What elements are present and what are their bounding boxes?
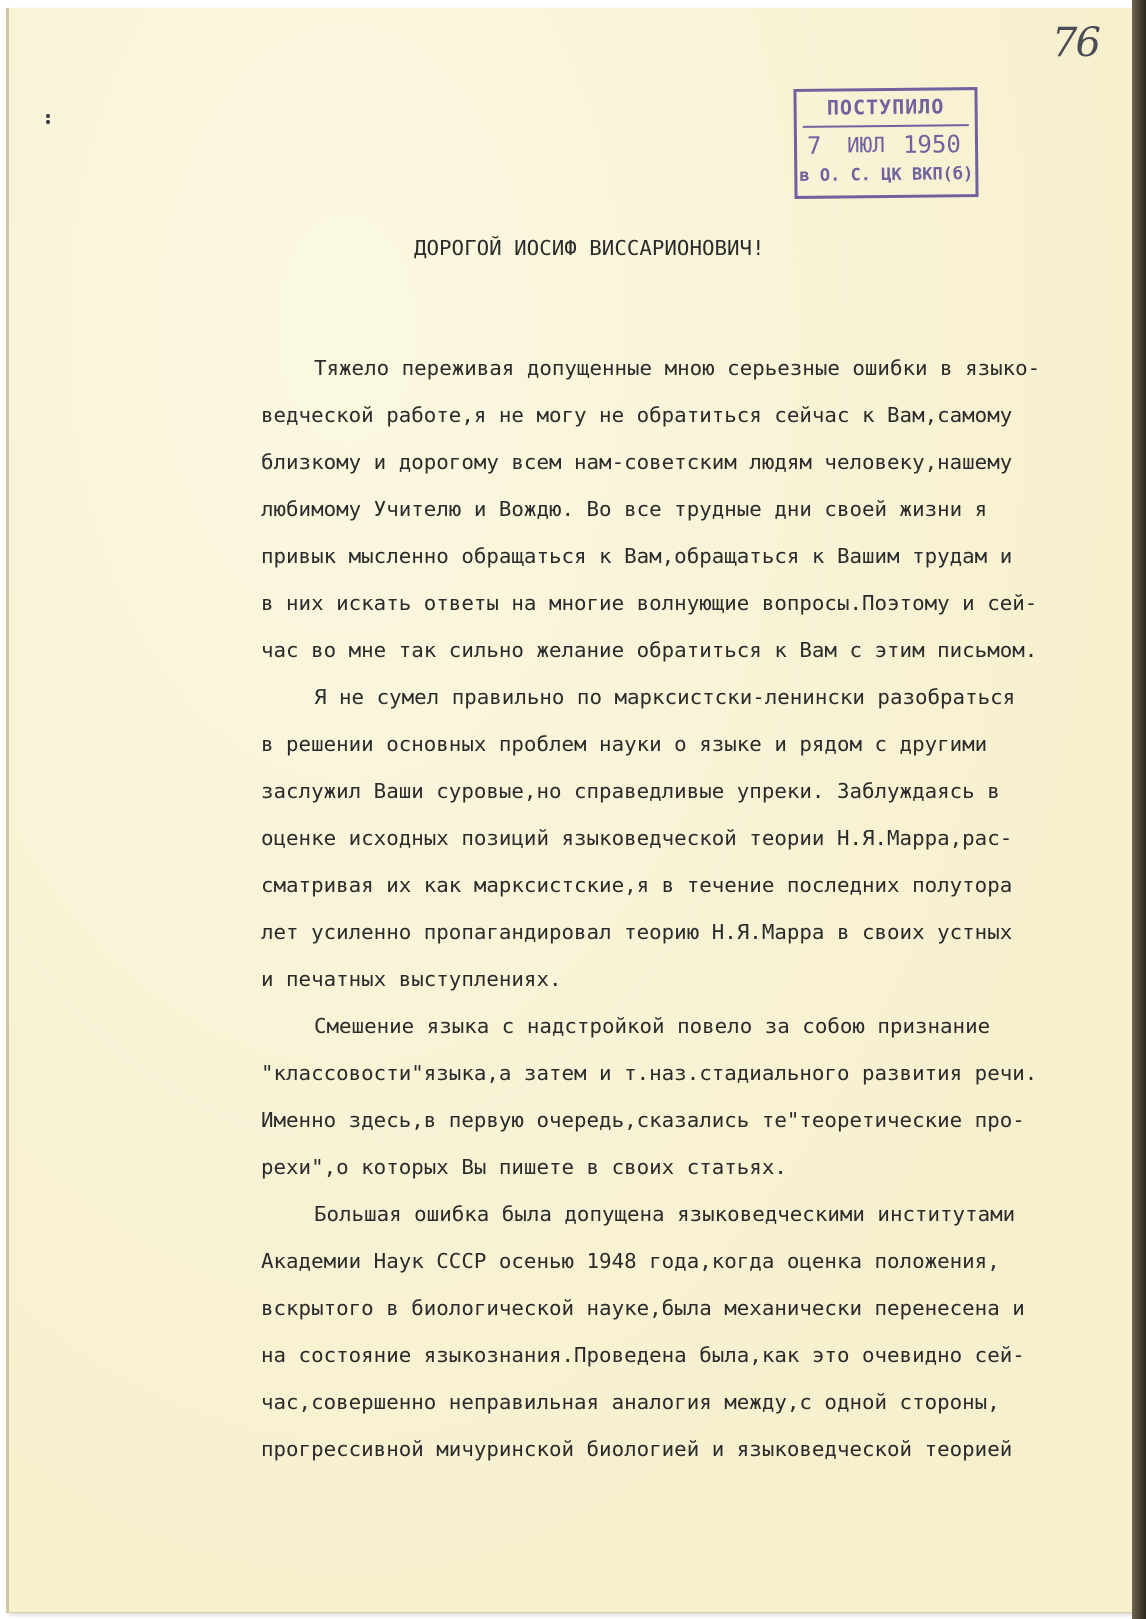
body-line: Академии Наук СССР осенью 1948 года,когда оценка положения, xyxy=(261,1249,1000,1273)
margin-mark xyxy=(46,114,50,118)
margin-mark xyxy=(46,120,50,124)
stamp-day: 7 xyxy=(806,131,822,160)
body-line: оценке исходных позиций языковедческой теории Н.Я.Марра,рас- xyxy=(261,826,1013,850)
stamp-title: ПОСТУПИЛО xyxy=(826,94,945,120)
body-line: лет усиленно пропагандировал теорию Н.Я.Марра в своих устных xyxy=(261,920,1013,944)
stamp-department: в О. С. ЦК ВКП(б) xyxy=(799,164,974,186)
body-line: любимому Учителю и Вождю. Во все трудные дни своей жизни я xyxy=(261,497,988,521)
body-line: в решении основных проблем науки о языке и рядом с другими xyxy=(261,732,988,756)
body-line: Я не сумел правильно по марксистски-ленински разобраться xyxy=(314,685,1016,709)
scan-edge xyxy=(1132,0,1146,1619)
body-line: вскрытого в биологической науке,была механически перенесена и xyxy=(261,1296,1025,1320)
received-stamp xyxy=(793,87,978,199)
stamp-year: 1950 xyxy=(902,130,961,159)
page-number: 76 xyxy=(1052,20,1099,66)
stamp-date xyxy=(806,130,967,160)
body-line: Смешение языка с надстройкой повело за собою признание xyxy=(314,1014,991,1038)
body-line: Большая ошибка была допущена языковедческими институтами xyxy=(314,1202,1016,1226)
body-line: ведческой работе,я не могу не обратиться сейчас к Вам,самому xyxy=(261,403,1013,427)
salutation: ДОРОГОЙ ИОСИФ ВИССАРИОНОВИЧ! xyxy=(414,236,765,260)
body-line: на состояние языкознания.Проведена была,как это очевидно сей- xyxy=(261,1343,1025,1367)
body-line: и печатных выступлениях. xyxy=(261,967,562,991)
body-line: заслужил Ваши суровые,но справедливые упреки. Заблуждаясь в xyxy=(261,779,1000,803)
body-line: Тяжело переживая допущенные мною серьезные ошибки в языко- xyxy=(314,356,1041,380)
body-line: час,совершенно неправильная аналогия между,с одной стороны, xyxy=(261,1390,1000,1414)
body-line: "классовости"языка,а затем и т.наз.стадиального развития речи. xyxy=(261,1061,1038,1085)
body-line: привык мысленно обращаться к Вам,обращаться к Вашим трудам и xyxy=(261,544,1013,568)
body-line: сматривая их как марксистские,я в течение последних полутора xyxy=(261,873,1013,897)
stamp-divider xyxy=(803,124,969,128)
body-line: прогрессивной мичуринской биологией и языковедческой теорией xyxy=(261,1437,1013,1461)
body-line: в них искать ответы на многие волнующие вопросы.Поэтому и сей- xyxy=(261,591,1038,615)
body-line: рехи",о которых Вы пишете в своих статьях. xyxy=(261,1155,787,1179)
stamp-month: ИЮЛ xyxy=(846,133,886,158)
body-line: близкому и дорогому всем нам-советским людям человеку,нашему xyxy=(261,450,1013,474)
body-line: час во мне так сильно желание обратиться к Вам с этим письмом. xyxy=(261,638,1038,662)
body-line: Именно здесь,в первую очередь,сказались те"теоретические про- xyxy=(261,1108,1025,1132)
